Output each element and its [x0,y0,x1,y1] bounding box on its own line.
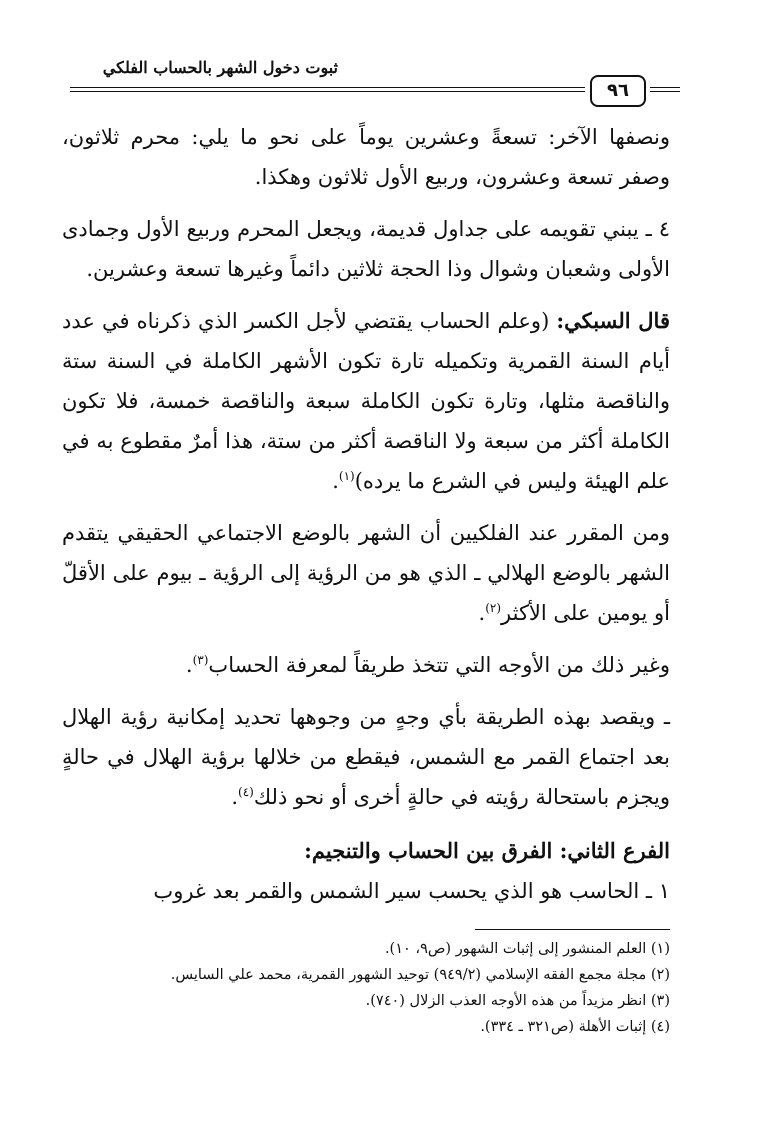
paragraph: ومن المقرر عند الفلكيين أن الشهر بالوضع الاجتماعي الحقيقي يتقدم الشهر بالوضع الهلالي ـ الذي هو من الرؤية إلى الرؤية ـ بيوم على الأقلّ أو يومين على الأكثر$^{(٢)}$. [62,521,670,625]
header-rule [650,87,680,88]
footnote: (١) العلم المنشور إلى إثبات الشهور (ص٩، ١٠). [384,941,670,957]
header-rule [70,87,585,88]
footnote-ref: (٤) [238,785,254,799]
header-rule [650,91,680,92]
paragraph: ١ ـ الحاسب هو الذي يحسب سير الشمس والقمر بعد غروب [153,879,670,903]
footnote: (٣) انظر مزيداً من هذه الأوجه العذب الزلال (٧٤٠). [365,993,670,1009]
footnote-separator [475,929,670,930]
paragraph: ٤ ـ يبني تقويمه على جداول قديمة، ويجعل المحرم وربيع الأول وجمادى الأولى وشعبان وشوال وذا الحجة ثلاثين دائماً وغيرها تسعة وعشرين. [62,217,670,281]
paragraph: قال السبكي: (وعلم الحساب يقتضي لأجل الكسر الذي ذكرناه في عدد أيام السنة القمرية وتكميله تارة تكون الأشهر الكاملة في السنة ستة والناقصة مثلها، وتارة تكون الكاملة سبعة والناقصة خمسة، فلا تكون الكاملة أكثر من سبعة ولا الناقصة أكثر من ستة، هذا أمرٌ مقطوع به في علم الهيئة وليس في الشرع ما يرده)$^{(١)}$. [62,308,670,493]
footnote: (٢) مجلة مجمع الفقه الإسلامي (٩٤٩/٢) توحيد الشهور القمرية، محمد علي السايس. [170,967,670,983]
footnote: (٤) إثبات الأهلة (ص٣٢١ ـ ٣٣٤). [480,1019,670,1035]
paragraph: ـ ويقصد بهذه الطريقة بأي وجهٍ من وجوهها تحديد إمكانية رؤية الهلال بعد اجتماع القمر مع الشمس، فيقطع من خلالها برؤية الهلال في حالةٍ ويجزم باستحالة رؤيته في حالةٍ أخرى أو نحو ذلك$^{(٤)}$. [62,705,670,809]
footnotes [70,936,670,1040]
footnote-ref: (٢) [485,601,502,615]
paragraph: وغير ذلك من الأوجه التي تتخذ طريقاً لمعرفة الحساب$^{(٣)}$. [185,653,670,677]
paragraph: ونصفها الآخر: تسعةً وعشرين يوماً على نحو ما يلي: محرم ثلاثون، وصفر تسعة وعشرون، وربيع الأول ثلاثون وهكذا. [62,125,670,189]
running-header-title: ثبوت دخول الشهر بالحساب الفلكي [102,58,338,77]
footnote-ref: (١) [338,469,355,483]
header-rule [70,91,585,92]
footnote-ref: (٣) [192,653,209,667]
main-text [62,117,670,911]
quote-attribution: قال السبكي: [556,308,670,333]
section-heading: الفرع الثاني: الفرق بين الحساب والتنجيم: [304,838,670,863]
page-number: ٩٦ [590,75,646,107]
